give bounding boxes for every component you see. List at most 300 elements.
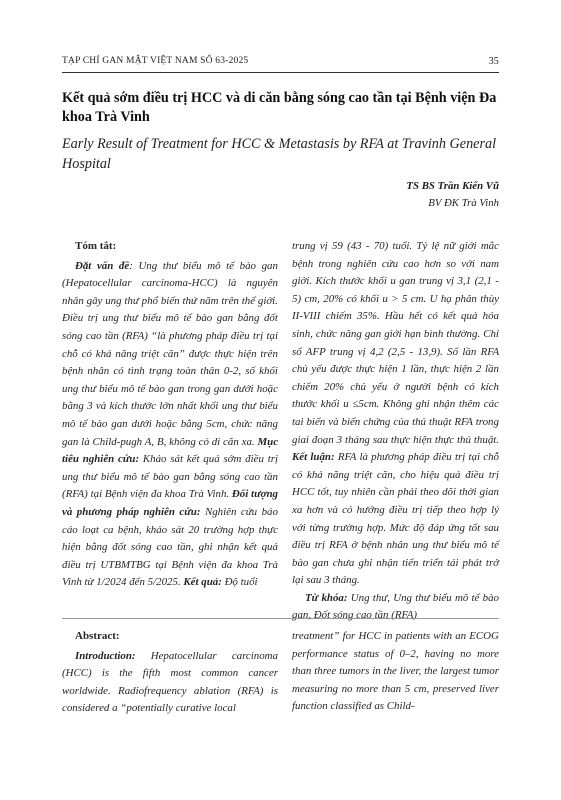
results-text: hết — [408, 310, 423, 323]
introduction-text: ablation — [193, 684, 231, 697]
introduction-text: the — [424, 665, 438, 678]
results-label: quả: — [201, 576, 222, 589]
background-text: điều — [230, 329, 250, 342]
objective-text: bào — [152, 470, 170, 483]
background-text: thân — [200, 365, 220, 378]
background-text: gan — [111, 417, 128, 430]
introduction-text: is — [101, 667, 110, 680]
methods-label: cứu: — [179, 505, 201, 518]
results-text: 20% — [324, 380, 345, 393]
methods-text: Vinh — [62, 576, 82, 589]
results-text: người — [405, 380, 431, 393]
results-label: Kết — [183, 576, 199, 589]
background-text: ung — [221, 400, 239, 413]
introduction-text: more — [476, 647, 499, 660]
introduction-text: having — [424, 647, 455, 660]
background-text: được — [188, 347, 211, 360]
results-text: bệnh — [437, 380, 459, 393]
results-text: thủ — [412, 415, 426, 428]
results-text: thước — [339, 275, 365, 288]
objective-text: gan — [173, 470, 190, 483]
background-text: mô — [121, 382, 135, 395]
background-text: tế — [226, 259, 235, 272]
results-text: vị — [357, 345, 366, 358]
background-text: và — [95, 400, 107, 413]
background-text — [236, 277, 246, 289]
results-text: AFP — [305, 345, 326, 358]
results-text: cao — [403, 257, 420, 270]
page-number: 35 — [488, 56, 499, 67]
introduction-text: three — [314, 665, 337, 678]
results-text: tuổi — [240, 576, 258, 589]
introduction-text: 5 — [404, 682, 411, 695]
results-text: (2,1 — [474, 275, 492, 288]
background-text: di — [211, 435, 221, 448]
results-text: chủ — [350, 380, 366, 393]
objective-text: sóng — [219, 470, 241, 483]
background-text: kích — [109, 400, 128, 413]
results-text: trung — [329, 345, 354, 358]
methods-text: bằng — [85, 541, 108, 554]
introduction-text: (HCC) — [62, 667, 92, 680]
title-vietnamese: Kết quả sớm điều trị HCC và di căn bằng sóng cao tần tại Bệnh viện Đa khoa Trà Vinh — [62, 90, 497, 125]
introduction-text: patients — [395, 630, 431, 642]
introduction-text: the — [383, 665, 397, 678]
objective-text: sát — [170, 453, 183, 466]
introduction-text — [217, 650, 232, 662]
results-text: u — [390, 275, 396, 288]
results-text: thước — [292, 398, 318, 411]
background-text: biểu — [182, 259, 202, 272]
abstract-vi-heading: Tóm tắt: — [75, 240, 117, 252]
results-text: - — [409, 345, 414, 358]
results-text: sau — [372, 433, 388, 446]
background-text: trong — [187, 382, 211, 395]
results-text: có — [464, 380, 475, 393]
results-text: vị — [446, 275, 455, 288]
objective-label: Mục — [257, 435, 279, 448]
objective-label: tiêu — [62, 453, 79, 466]
background-text: có — [198, 435, 209, 448]
results-text: Số — [447, 345, 459, 358]
results-text: chiếm — [292, 380, 319, 393]
methods-text: hiện — [62, 541, 81, 554]
introduction-text: with — [433, 630, 453, 642]
abstract-en-body-part2 — [292, 628, 499, 716]
background-text: là — [81, 435, 90, 448]
background-text: gan — [216, 312, 234, 325]
author-name: TS BS Trần Kiến Vũ — [406, 180, 499, 192]
objective-text: tần — [263, 470, 278, 483]
results-text: giới — [384, 327, 402, 340]
methods-text: tại — [155, 558, 167, 571]
abstract-vi-column-left — [62, 238, 278, 592]
keywords-label: Từ khóa: — [305, 591, 348, 604]
methods-text: khảo — [145, 523, 168, 536]
background-text: tế — [79, 417, 88, 430]
results-text: khối — [360, 292, 380, 305]
results-text: 5) — [292, 292, 302, 305]
background-text: triệt — [141, 347, 160, 360]
results-text: tai — [292, 415, 304, 428]
background-text: khối — [199, 400, 219, 413]
background-text: Ung — [138, 259, 158, 272]
results-text: với — [461, 257, 475, 270]
background-text: thước — [130, 400, 157, 413]
objective-text: Khảo — [142, 453, 167, 466]
background-text: trị — [87, 312, 98, 325]
background-text: thư — [124, 294, 139, 307]
objective-label: cứu: — [118, 453, 140, 466]
background-text: năm — [199, 294, 219, 307]
introduction-text: (RFA) — [237, 684, 264, 697]
introduction-text — [191, 667, 201, 679]
introduction-text: for — [342, 630, 356, 642]
introduction-text — [238, 667, 248, 679]
introduction-text: liver — [479, 682, 499, 695]
results-text: khối — [320, 398, 340, 411]
conclusion-label: Kết luận: — [292, 451, 335, 464]
results-text: ghi — [415, 398, 430, 411]
objective-text: thư — [82, 470, 97, 483]
introduction-text: Hepatocellular — [150, 649, 217, 662]
objective-text: mô — [123, 470, 137, 483]
objective-text: sớm — [223, 453, 242, 466]
background-text: nhân — [87, 365, 110, 378]
background-text: có — [81, 347, 92, 360]
background-text: trên — [221, 294, 239, 307]
background-text: cao — [85, 329, 102, 342]
introduction-text: as — [374, 700, 384, 713]
results-text: cm, — [304, 292, 320, 305]
background-text: nguyên — [246, 277, 278, 290]
introduction-text: HCC — [358, 630, 381, 642]
results-text: được — [330, 363, 353, 376]
results-text: lệ — [431, 240, 440, 252]
background-text: gây — [86, 294, 103, 307]
introduction-text: Radiofrequency — [118, 684, 187, 697]
introduction-text: treatment” — [292, 630, 340, 642]
results-text: tháng — [345, 433, 370, 446]
introduction-text: than — [292, 665, 312, 678]
methods-label: pháp — [116, 505, 139, 518]
methods-text: sóng — [131, 541, 152, 554]
introduction-text — [109, 667, 119, 679]
introduction-text: preserved — [432, 682, 476, 695]
methods-text: loạt — [82, 523, 99, 536]
background-text: sóng — [62, 329, 83, 342]
results-text: II-VIII — [292, 310, 321, 323]
objective-label: nghiên — [82, 453, 115, 466]
methods-text: Trà — [262, 558, 278, 571]
methods-text: ghi — [198, 541, 213, 554]
background-text: (Hepatocellular — [62, 277, 132, 290]
objective-text: Bệnh — [104, 488, 128, 501]
methods-text: trường — [203, 523, 234, 536]
introduction-text: than — [381, 682, 402, 695]
background-text: bào — [239, 259, 256, 272]
results-text: u — [343, 398, 349, 411]
introduction-text: is — [270, 684, 278, 697]
objective-text: trị — [267, 453, 279, 466]
introduction-text: 0–2, — [399, 647, 419, 660]
background-text: phổ — [141, 294, 158, 307]
methods-label: Đối — [231, 488, 249, 501]
results-text: thực — [355, 363, 376, 376]
results-text: mắc — [480, 240, 499, 252]
objective-text: quả — [203, 453, 220, 466]
abstract-vi-column-right — [292, 238, 499, 625]
results-text: biến — [341, 415, 361, 428]
background-text: bào — [148, 382, 165, 395]
background-text: xa. — [241, 435, 255, 448]
results-text: chứng — [363, 415, 391, 428]
introduction-text: common — [201, 667, 239, 680]
background-text: ung — [105, 294, 122, 307]
results-text: trung — [419, 275, 443, 288]
background-text: dưới — [233, 382, 254, 395]
results-text: thực — [430, 363, 450, 376]
background-text: thư — [123, 312, 138, 325]
results-text: bình — [423, 327, 444, 340]
background-text: 0-2, — [223, 365, 242, 378]
background-text: trạng — [148, 365, 173, 378]
introduction-text — [111, 685, 118, 697]
methods-text: báo — [261, 505, 278, 518]
background-text: khối — [259, 365, 278, 378]
background-text: thế — [241, 294, 256, 307]
introduction-text — [187, 685, 194, 697]
results-text: số — [292, 345, 302, 358]
introduction-text: considered — [62, 702, 110, 715]
background-text — [132, 277, 142, 289]
results-text: 4,2 — [369, 345, 384, 358]
objective-text: viện — [130, 488, 149, 501]
background-text: : — [129, 259, 133, 272]
background-text: tế — [137, 382, 146, 395]
background-text: bào — [91, 417, 108, 430]
background-text: gan — [213, 382, 231, 395]
results-text: 35%. — [356, 310, 380, 323]
background-text: là — [227, 277, 237, 290]
methods-text: tần, — [177, 541, 194, 554]
results-text: ≤5cm. — [352, 398, 380, 411]
results-text: so — [446, 257, 456, 270]
results-text: hiện — [453, 363, 473, 376]
results-text: giai — [292, 433, 309, 446]
background-text: chỗ — [62, 347, 78, 360]
results-text: lần — [485, 363, 499, 376]
keywords-text: Ung thư, Ung thư biểu mô tế bào gan, Đốt sóng cao tần (RFA) — [292, 591, 500, 622]
results-text: năng — [340, 327, 362, 340]
author-affiliation: BV ĐK Trà Vinh — [428, 197, 499, 209]
methods-label: và — [62, 505, 73, 518]
methods-text: từ — [84, 576, 94, 589]
results-text: 13,9). — [417, 345, 443, 358]
introduction-text: ECOG — [469, 630, 499, 642]
results-text: kích — [480, 380, 499, 393]
background-text — [218, 277, 228, 289]
objective-text: Trà — [188, 488, 204, 501]
results-text: 5 — [401, 292, 408, 305]
introduction-text: classified — [330, 700, 372, 713]
results-text: chủ — [292, 363, 308, 376]
results-text: Tỷ — [416, 240, 428, 252]
introduction-text: most — [170, 667, 192, 680]
background-text: ung — [62, 382, 79, 395]
results-text: Kích — [315, 275, 337, 288]
background-text: Điều — [62, 312, 84, 325]
introduction-text: tumor — [472, 665, 499, 678]
results-text: thuật — [428, 415, 452, 428]
methods-text: quả — [261, 541, 278, 554]
introduction-text — [263, 685, 270, 697]
methods-text: sát — [171, 523, 185, 536]
results-text: gan — [364, 327, 382, 340]
methods-text: Nghiên — [204, 505, 237, 518]
background-text: số — [245, 365, 255, 378]
objective-text: (RFA) — [62, 488, 88, 501]
background-text: pháp — [205, 329, 228, 342]
background-text: hoặc — [155, 417, 177, 430]
results-text: thực — [390, 433, 411, 446]
background-text: gan — [62, 435, 79, 448]
abstract-vi-body-part2 — [292, 238, 499, 590]
results-text: chức — [315, 327, 337, 340]
introduction-text: cancer — [248, 667, 278, 680]
background-text: căn” — [163, 347, 185, 360]
results-text: 70) — [373, 240, 389, 252]
introduction-text: a — [112, 702, 118, 715]
background-text: khả — [95, 347, 112, 360]
results-text: thực — [434, 433, 455, 446]
methods-label: phương — [76, 505, 113, 518]
abstract-en-column-right — [292, 628, 499, 716]
introduction-text: more — [356, 682, 379, 695]
background-text: mô — [165, 312, 179, 325]
objective-text: Vinh. — [206, 488, 230, 501]
background-text: phương — [168, 329, 203, 342]
background-text: biểu — [142, 312, 162, 325]
methods-label: nghiên — [143, 505, 175, 518]
background-text: biểu — [259, 400, 278, 413]
results-text: giới — [459, 240, 477, 252]
results-text: thêm — [458, 398, 481, 411]
results-text: hóa — [482, 310, 499, 323]
background-text: bằng — [237, 312, 260, 325]
methods-text: cứu — [240, 505, 258, 518]
results-text: thuật. — [473, 433, 500, 446]
results-text: 59 — [331, 240, 343, 252]
background-text: căn — [223, 435, 239, 448]
background-text: không — [169, 435, 196, 448]
introduction-text — [133, 667, 143, 679]
results-text: u — [382, 292, 388, 305]
keywords-vi — [292, 590, 499, 625]
objective-text: cao — [244, 470, 260, 483]
methods-text: cao — [156, 541, 173, 554]
background-text: tình — [127, 365, 145, 378]
results-text: của — [393, 415, 410, 428]
introduction-text: carcinoma — [231, 649, 278, 662]
introduction-text: tumors — [339, 665, 370, 678]
background-text: (RFA) — [122, 329, 148, 342]
background-text: biến — [160, 294, 180, 307]
results-text: RFA — [454, 415, 473, 428]
results-text: thường. — [446, 327, 481, 340]
background-text: mô — [62, 417, 76, 430]
results-text: RFA — [480, 345, 499, 358]
methods-text: đốt — [112, 541, 127, 554]
results-text: quả — [461, 310, 478, 323]
title-english: Early Result of Treatment for HCC & Metastasis by RFA at Travinh General Hospital — [62, 136, 497, 172]
results-text: U — [429, 292, 438, 305]
results-text: và — [328, 415, 339, 428]
introduction-text: of — [385, 647, 394, 660]
objective-text: tại — [90, 488, 103, 501]
objective-text: bằng — [193, 470, 216, 483]
introduction-text: an — [455, 630, 467, 642]
section-divider — [62, 618, 499, 619]
methods-text: khoa — [236, 558, 259, 571]
results-text: - — [365, 240, 370, 252]
background-text: giới. — [257, 294, 278, 307]
background-text: tần — [104, 329, 119, 342]
results-text: hạn — [404, 327, 421, 340]
results-text: hiện — [378, 363, 398, 376]
introduction-text: fifth — [142, 667, 161, 680]
results-text: ở — [393, 380, 400, 393]
background-text: bằng — [62, 400, 84, 413]
background-text: thư — [241, 400, 256, 413]
results-text: bệnh — [292, 257, 314, 270]
background-text: trị — [252, 329, 264, 342]
results-text: cứu — [381, 257, 399, 270]
abstract-en-column-left — [62, 628, 278, 718]
methods-text: Bệnh — [171, 558, 194, 571]
results-text: trong — [318, 257, 342, 270]
results-text: khối — [368, 275, 387, 288]
results-text: vị — [319, 240, 328, 252]
results-text: hạ — [440, 292, 452, 305]
results-text: có — [346, 292, 357, 305]
results-text: thủ — [457, 433, 471, 446]
results-text: lần, — [410, 363, 427, 376]
methods-text: đến — [129, 576, 145, 589]
background-text: thư — [162, 259, 178, 272]
results-text: chiếm — [325, 310, 352, 323]
introduction-text: the — [119, 667, 133, 680]
results-text: cm. — [410, 292, 427, 305]
results-text: sinh, — [292, 327, 313, 340]
methods-text: 5/2025. — [147, 576, 181, 589]
background-text: có — [113, 365, 124, 378]
introduction-text: in — [384, 630, 393, 642]
results-text: trong — [475, 415, 499, 428]
background-text: carcinoma-HCC) — [141, 277, 218, 290]
objective-text: điều — [245, 453, 264, 466]
results-text: đoạn — [311, 433, 334, 446]
results-text: hơn — [424, 257, 442, 270]
journal-name: TẠP CHÍ GAN MẬT VIỆT NAM SỐ 63-2025 — [62, 56, 249, 66]
introduction-text: “potentially — [120, 702, 173, 715]
methods-text: điều — [62, 558, 81, 571]
background-text: B, — [156, 435, 167, 448]
results-text: có — [427, 310, 438, 323]
methods-text: 20 — [188, 523, 200, 536]
background-text: nhân — [62, 294, 84, 307]
background-text: biểu — [99, 382, 118, 395]
